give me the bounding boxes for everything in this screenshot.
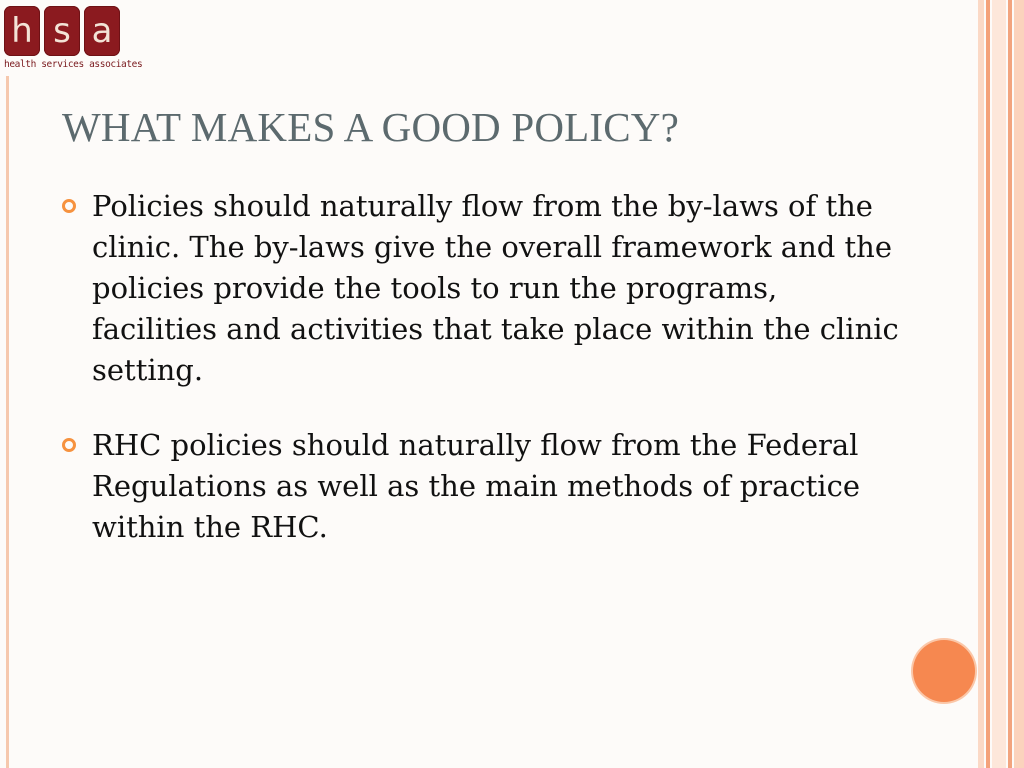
bullet-list [62, 186, 902, 582]
stripe [1014, 0, 1024, 768]
stripe [978, 0, 984, 768]
stripe [992, 0, 1006, 768]
bullet-ring-icon [62, 438, 76, 452]
hsa-logo [4, 6, 143, 76]
bullet-item [62, 186, 902, 391]
bullet-item [62, 425, 902, 548]
bullet-text: RHC policies should naturally flow from the Federal Regulations as well as the main methods of practice within the RHC. [92, 428, 860, 544]
decorative-circle [913, 640, 975, 702]
left-border-line [6, 76, 9, 768]
logo-tiles [4, 6, 128, 56]
bullet-text: Policies should naturally flow from the by-laws of the clinic. The by-laws give the overall framework and the policies provide the tools to run the programs, facilities and activities that take place within the clinic setting. [92, 189, 899, 387]
logo-letter-a: a [84, 6, 120, 56]
slide-title: WHAT MAKES A GOOD POLICY? [62, 104, 679, 150]
bullet-ring-icon [62, 199, 76, 213]
logo-letter-s: s [44, 6, 80, 56]
decorative-stripes [978, 0, 1024, 768]
logo-caption: health services associates [4, 59, 143, 70]
stripe [1008, 0, 1012, 768]
logo-letter-h: h [4, 6, 40, 56]
stripe [986, 0, 990, 768]
